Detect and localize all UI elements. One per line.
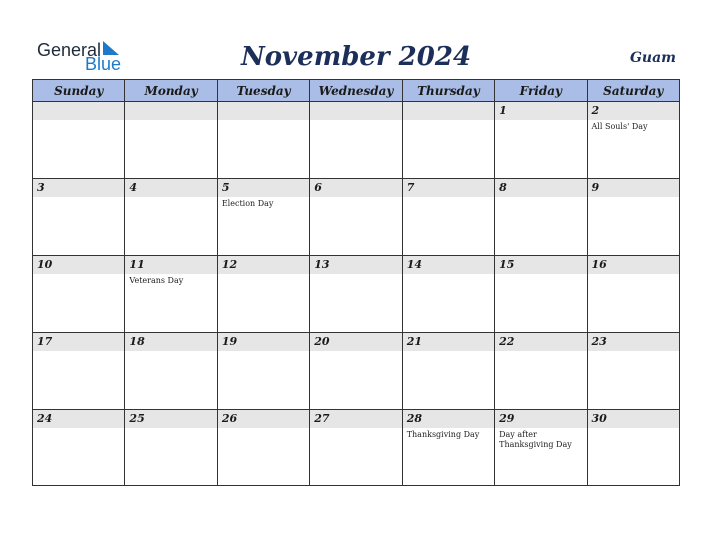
weekday-header: Friday: [495, 80, 587, 101]
day-cell: [403, 179, 495, 255]
day-cell: [310, 102, 402, 178]
day-cell: [33, 256, 125, 332]
day-cell: [403, 333, 495, 409]
weeks-container: [33, 102, 679, 486]
day-cell: [218, 102, 310, 178]
day-number: 14: [406, 258, 422, 271]
weekday-header: Thursday: [403, 80, 495, 101]
day-number-band: [125, 102, 216, 120]
day-number-band: [218, 179, 309, 197]
holiday-label: All Souls' Day: [591, 122, 648, 131]
day-cell: [403, 102, 495, 178]
day-cell: [125, 102, 217, 178]
holiday-label: Election Day: [221, 199, 274, 208]
weekday-header-row: [33, 80, 679, 102]
day-number: 30: [591, 412, 607, 425]
day-number: 6: [314, 181, 322, 194]
day-cell: [495, 256, 587, 332]
day-number: 8: [499, 181, 507, 194]
weekday-header: Wednesday: [310, 80, 402, 101]
day-cell: [403, 256, 495, 332]
day-cell: [403, 410, 495, 486]
calendar-week-row: [33, 256, 679, 333]
day-number-band: [33, 102, 124, 120]
day-cell: [588, 410, 679, 486]
day-number: 3: [37, 181, 45, 194]
calendar-week-row: [33, 410, 679, 486]
day-number-band: [403, 102, 494, 120]
day-cell: [33, 333, 125, 409]
calendar-week-row: [33, 333, 679, 410]
weekday-header: Tuesday: [218, 80, 310, 101]
day-number-band: [588, 179, 679, 197]
day-number: 5: [221, 181, 230, 194]
weekday-header: Saturday: [603, 84, 664, 98]
day-number: 22: [499, 335, 515, 348]
holiday-label: Veterans Day: [129, 276, 184, 285]
day-number: 11: [129, 258, 145, 271]
day-number: 19: [221, 335, 238, 348]
calendar-grid: [32, 79, 680, 486]
day-number-band: [310, 102, 401, 120]
day-cell: [218, 410, 310, 486]
weekday-header: Sunday: [33, 80, 125, 101]
day-cell: [588, 333, 679, 409]
day-number: 2: [591, 104, 600, 117]
day-cell: [588, 102, 679, 178]
day-cell: [218, 256, 310, 332]
day-number: 16: [591, 258, 607, 271]
day-number: 18: [129, 335, 145, 348]
day-number: 12: [221, 258, 238, 271]
day-cell: [218, 179, 310, 255]
calendar-week-row: [33, 102, 679, 179]
region-label: Guam: [629, 50, 676, 66]
day-number: 17: [37, 335, 53, 348]
day-cell: [218, 333, 310, 409]
day-cell: [125, 179, 217, 255]
day-cell: [310, 256, 402, 332]
day-cell: [495, 410, 587, 486]
day-number-band: [125, 179, 216, 197]
day-number-band: [495, 179, 586, 197]
day-number-band: [403, 179, 494, 197]
day-number-band: [588, 102, 679, 120]
day-cell: [125, 333, 217, 409]
calendar-week-row: [33, 179, 679, 256]
day-cell: [310, 410, 402, 486]
day-cell: [495, 102, 587, 178]
day-number: 4: [129, 181, 138, 194]
day-cell: [310, 333, 402, 409]
calendar-title: November 2024: [240, 42, 472, 72]
day-number-band: [310, 179, 401, 197]
day-number: 15: [499, 258, 515, 271]
day-number: 7: [406, 181, 415, 194]
day-cell: [125, 410, 217, 486]
day-number: 10: [37, 258, 53, 271]
holiday-label: Thanksgiving Day: [406, 430, 480, 439]
day-cell: [33, 410, 125, 486]
day-number: 23: [591, 335, 607, 348]
day-number: 13: [314, 258, 330, 271]
day-cell: [33, 102, 125, 178]
day-number: 25: [129, 412, 145, 425]
day-cell: [495, 179, 587, 255]
day-number: 27: [314, 412, 330, 425]
day-number: 9: [591, 181, 600, 194]
day-cell: [588, 256, 679, 332]
day-cell: [125, 256, 217, 332]
day-cell: [495, 333, 587, 409]
day-number: 26: [221, 412, 238, 425]
day-number: 28: [406, 412, 422, 425]
day-number: 21: [406, 335, 422, 348]
day-number: 29: [499, 412, 515, 425]
day-number-band: [495, 102, 586, 120]
day-cell: [33, 179, 125, 255]
day-cell: [310, 179, 402, 255]
day-number: 1: [499, 104, 507, 117]
weekday-header: Monday: [125, 80, 217, 101]
logo-text-blue: Blue: [85, 54, 122, 74]
day-number-band: [33, 179, 124, 197]
day-number: 20: [314, 335, 330, 348]
day-cell: [588, 179, 679, 255]
holiday-label: Day after Thanksgiving Day: [499, 430, 572, 449]
day-number: 24: [37, 412, 53, 425]
day-number-band: [218, 102, 309, 120]
logo-text-general: General: [37, 40, 102, 60]
